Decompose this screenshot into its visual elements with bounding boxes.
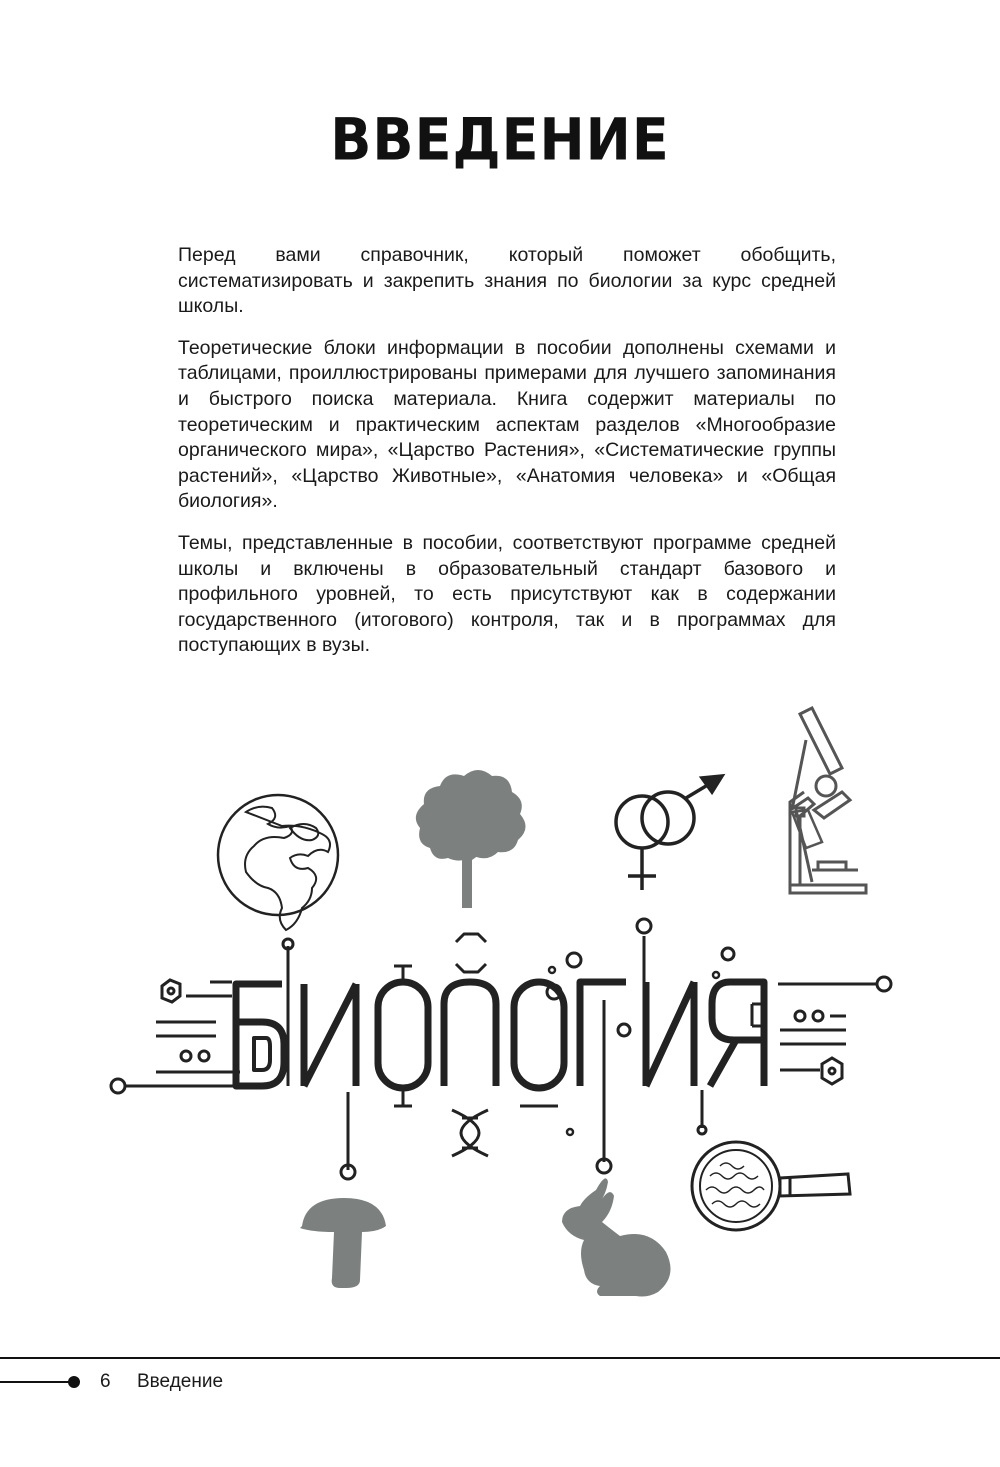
circuit-lines-right	[752, 977, 891, 1084]
paragraph-1: Перед вами справочник, который поможет обобщить, систематизировать и закрепить знания по биологии за курс средней школы.	[178, 244, 836, 318]
running-footer-title: Введение	[137, 1371, 224, 1392]
intro-text	[178, 243, 836, 675]
footer-rule	[0, 1381, 72, 1383]
paragraph-2: Теоретические блоки информации в пособии дополнены схемами и таблицами, проиллюстрированы примерами для лучшего запоминания и быстрого поиска материала. Книга содержит материалы по теоретическим и практическим аспектам разделов «Многообразие органического мира», «Царство Растения», «Систематические группы растений», «Царство Животные», «Анатомия человека» и «Общая биология».	[178, 336, 836, 513]
page-title: ВВЕДЕНИЕ	[330, 105, 670, 174]
biology-illustration	[0, 700, 1000, 1340]
biology-lettering	[236, 919, 764, 1179]
tree-icon	[416, 770, 526, 908]
microscope-icon	[790, 708, 866, 893]
globe-icon	[218, 795, 338, 930]
footer-divider	[0, 1357, 1000, 1359]
paragraph-3: Темы, представленные в пособии, соответствуют программе средней школы и включены в образовательный стандарт базового и профильного уровней, то есть присутствуют как в содержании государственного (итогового) контроля, так и в программах для поступающих в вузы.	[178, 531, 836, 657]
rabbit-icon	[562, 1178, 671, 1296]
mushroom-icon	[300, 1198, 386, 1288]
gender-symbols-icon	[616, 776, 722, 890]
footer-bullet	[68, 1376, 80, 1388]
dna-icon	[452, 1110, 488, 1156]
circuit-lines-left	[111, 980, 240, 1093]
page-number: 6	[100, 1371, 111, 1392]
magnifier-icon	[692, 1142, 850, 1230]
